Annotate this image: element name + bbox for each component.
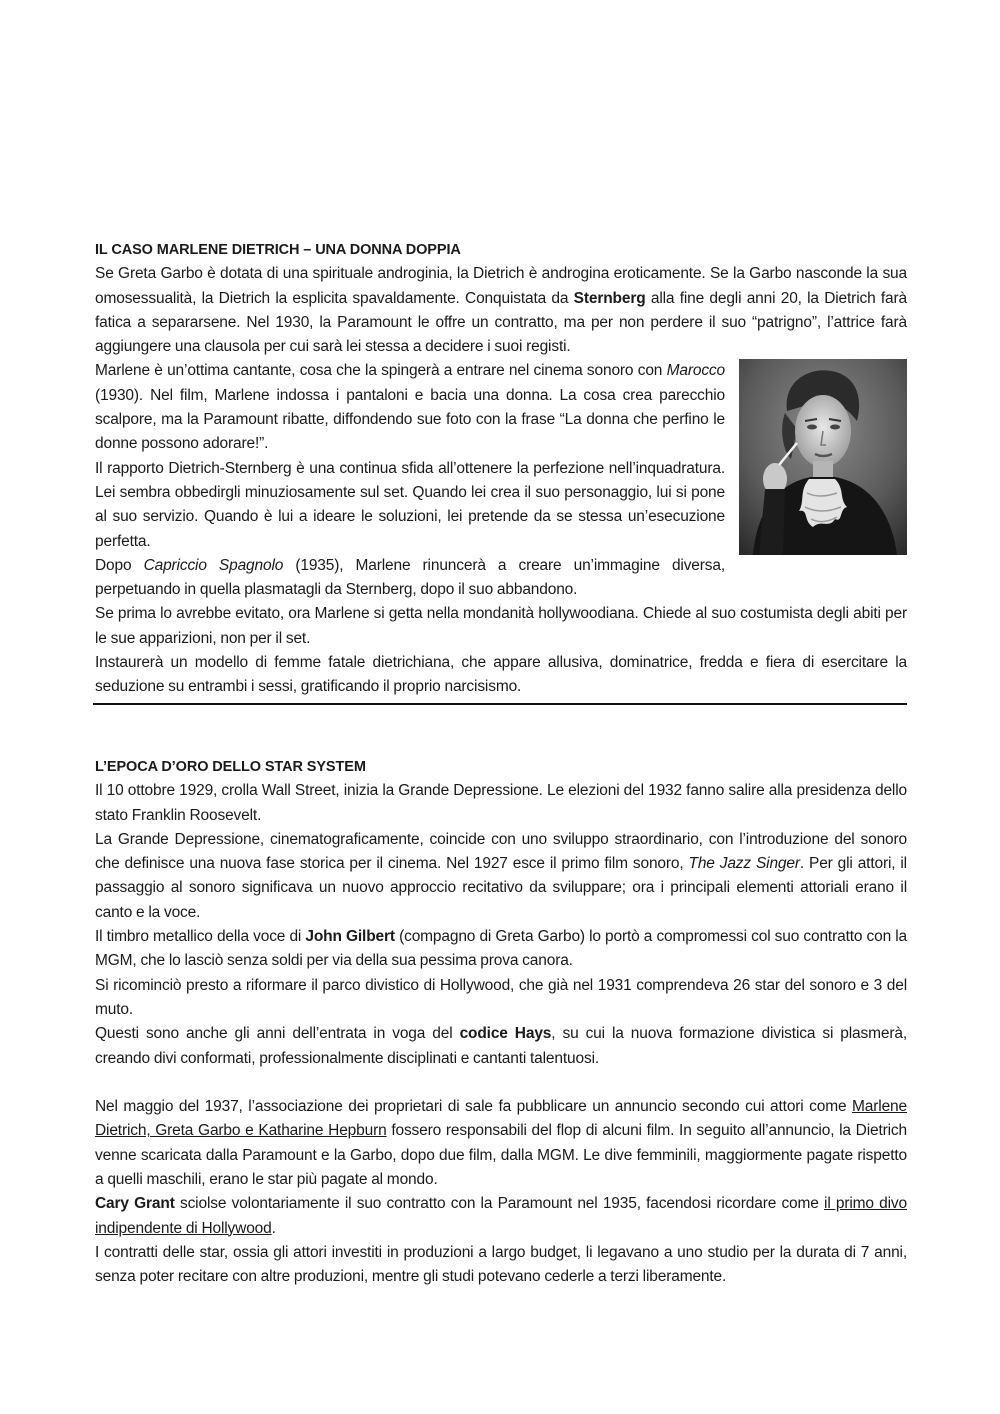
section-marlene-dietrich <box>95 238 907 700</box>
blank-line <box>95 1071 907 1095</box>
paragraph <box>95 925 907 974</box>
bold-name: Sternberg <box>573 289 646 307</box>
paragraph: Il 10 ottobre 1929, crolla Wall Street, inizia la Grande Depressione. Le elezioni del 1932 fanno salire alla presidenza dello stato Franklin Roosevelt. <box>95 782 907 824</box>
text: alla fine degli anni 20, la Dietrich farà fatica a separarsene. Nel 1930, la Paramount le offre un contratto, ma per non perdere il suo “patrigno”, l’attrice farà aggiungere una clausola per cui sarà lei stessa a decidere i suoi registi. <box>95 289 907 356</box>
paragraph <box>95 828 907 925</box>
text: Questi sono anche gli anni dell’entrata in voga del <box>95 1025 460 1043</box>
photo-image <box>739 359 907 555</box>
paragraph: Se prima lo avrebbe evitato, ora Marlene si getta nella mondanità hollywoodiana. Chiede al suo costumista degli abiti per le sue apparizioni, non per il set. <box>95 605 907 647</box>
marlene-dietrich-photo <box>739 359 907 555</box>
film-title: Marocco <box>666 362 725 380</box>
text: Se Greta Garbo è dotata di una spirituale androginia, la Dietrich è androgina eroticamente. Se la Garbo nasconde la sua omosessualità, la Dietrich la esplicita spavaldamente. Conquistata da <box>95 265 907 307</box>
underlined-text: il primo divo indipendente di Hollywood <box>95 1195 907 1237</box>
underlined-text: Marlene Dietrich, Greta Garbo e Katharine Hepburn <box>95 1098 907 1140</box>
section-divider <box>93 703 907 705</box>
paragraph: Instaurerà un modello di femme fatale dietrichiana, che appare allusiva, dominatrice, fredda e fiera di esercitare la seduzione su entrambi i sessi, gratificando il proprio narcisismo. <box>95 654 907 696</box>
text: Il timbro metallico della voce di <box>95 928 306 946</box>
paragraph: Il rapporto Dietrich-Sternberg è una continua sfida all’ottenere la perfezione nell’inquadratura. Lei sembra obbedirgli minuziosamente sul set. Quando lei crea il suo personaggio, lui si pone al suo servizio. Quando è lui a ideare le soluzioni, lei pretende da se stessa un’esecuzione perfetta. <box>95 459 725 550</box>
section-heading: IL CASO MARLENE DIETRICH – UNA DONNA DOPPIA <box>95 242 461 258</box>
text: (1930). Nel film, Marlene indossa i pantaloni e bacia una donna. La cosa crea parecchio scalpore, ma la Paramount ribatte, diffondendo sue foto con la frase “La donna che perfino le donne possono adorare!”. <box>95 386 725 453</box>
film-title: Capriccio Spagnolo <box>143 556 284 574</box>
text: . <box>271 1219 276 1237</box>
text: La Grande Depressione, cinematograficamente, coincide con uno sviluppo straordinario, con l’introduzione del sonoro che definisce una nuova fase storica per il cinema. Nel 1927 esce il primo film sonoro, <box>95 830 907 873</box>
paragraph <box>95 262 907 359</box>
paragraph <box>95 554 907 603</box>
bold-name: Cary Grant <box>95 1195 175 1213</box>
paragraph <box>95 1192 907 1241</box>
text: (1935), Marlene rinuncerà a creare un’immagine diversa, perpetuando in quella plasmatagli da Sternberg, dopo il suo abbandono. <box>95 556 726 599</box>
film-title: The Jazz Singer <box>688 855 800 873</box>
section-star-system <box>95 755 907 1290</box>
paragraph <box>95 1095 907 1192</box>
bold-name: John Gilbert <box>305 928 395 946</box>
bold-term: codice Hays <box>459 1025 552 1043</box>
paragraph: Si ricominciò presto a riformare il parco divistico di Hollywood, che già nel 1931 comprendeva 26 star del sonoro e 3 del muto. <box>95 976 907 1018</box>
text: Nel maggio del 1937, l’associazione dei proprietari di sale fa pubblicare un annuncio secondo cui attori come <box>95 1098 853 1116</box>
text: , su cui la nuova formazione divistica si plasmerà, creando divi conformati, professionalmente disciplinati e cantanti talentuosi. <box>95 1025 907 1067</box>
text: Marlene è un’ottima cantante, cosa che la spingerà a entrare nel cinema sonoro con <box>95 362 667 380</box>
paragraph <box>95 1022 907 1071</box>
text: sciolse volontariamente il suo contratto con la Paramount nel 1935, facendosi ricordare come <box>174 1195 825 1213</box>
section-heading: L’EPOCA D’ORO DELLO STAR SYSTEM <box>95 759 366 775</box>
text: . Per gli attori, il passaggio al sonoro significava un nuovo approccio recitativo da sviluppare; ora i principali elementi attoriali erano il canto e la voce. <box>95 855 907 921</box>
text: (compagno di Greta Garbo) lo portò a compromessi col suo contratto con la MGM, che lo lasciò senza soldi per via della sua pessima prova canora. <box>95 928 908 970</box>
text: Dopo <box>95 556 144 574</box>
paragraph: I contratti delle star, ossia gli attori investiti in produzioni a largo budget, li legavano a uno studio per la durata di 7 anni, senza poter recitare con altre produzioni, mentre gli studi potevano cederle a terzi liberamente. <box>95 1243 907 1286</box>
text: fossero responsabili del flop di alcuni film. In seguito all’annuncio, la Dietrich venne scaricata dalla Paramount e la Garbo, dopo due film, dalla MGM. Le dive femminili, maggiormente pagate rispetto a quelli maschili, erano le star più pagate al mondo. <box>95 1122 907 1189</box>
